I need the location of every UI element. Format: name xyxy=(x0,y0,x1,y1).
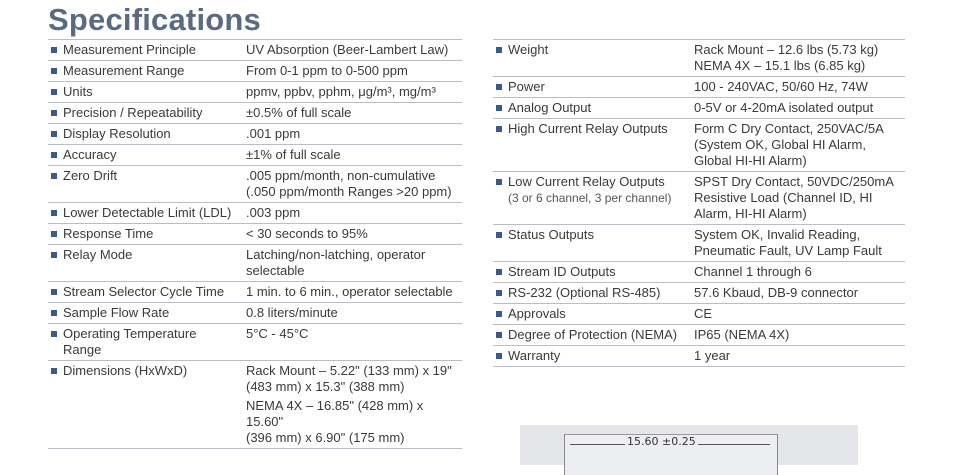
square-bullet-icon xyxy=(51,310,57,316)
spec-value: selectable xyxy=(246,263,305,278)
square-bullet-icon xyxy=(51,68,57,74)
spec-label-cell xyxy=(48,124,242,145)
spec-label: Operating Temperature Range xyxy=(63,326,197,357)
spec-value: NEMA 4X – 16.85" (428 mm) x 15.60" xyxy=(246,398,424,429)
spec-label-block xyxy=(63,63,233,79)
spec-value: Latching/non-latching, operator xyxy=(246,247,426,262)
spec-value: Pneumatic Fault, UV Lamp Fault xyxy=(694,243,882,258)
spec-value-cell xyxy=(242,324,462,361)
spec-table-left xyxy=(48,39,462,449)
spec-value: Channel 1 through 6 xyxy=(694,264,812,279)
spec-value-cell xyxy=(690,98,905,119)
spec-value-cell xyxy=(690,304,905,325)
spec-label: Power xyxy=(508,79,545,94)
spec-value-cell xyxy=(690,262,905,283)
spec-label-block xyxy=(63,363,233,379)
spec-value: SPST Dry Contact, 50VDC/250mA xyxy=(694,174,894,189)
spec-label: Low Current Relay Outputs xyxy=(508,174,665,189)
spec-value: < 30 seconds to 95% xyxy=(246,226,368,241)
spec-value: CE xyxy=(694,306,713,321)
square-bullet-icon xyxy=(496,311,502,317)
spec-row xyxy=(493,225,905,262)
square-bullet-icon xyxy=(51,89,57,95)
spec-label-cell xyxy=(48,224,242,245)
spec-value: UV Absorption (Beer-Lambert Law) xyxy=(246,42,449,57)
spec-label-cell xyxy=(48,303,242,324)
spec-value-cell xyxy=(242,82,462,103)
spec-label: Measurement Principle xyxy=(63,42,196,57)
spec-value-cell xyxy=(242,166,462,203)
spec-label-block xyxy=(63,105,233,121)
spec-row xyxy=(493,77,905,98)
spec-label: Measurement Range xyxy=(63,63,185,78)
spec-value: IP65 (NEMA 4X) xyxy=(694,327,790,342)
spec-label-block xyxy=(63,147,233,163)
square-bullet-icon xyxy=(496,232,502,238)
spec-row xyxy=(493,325,905,346)
spec-label-cell xyxy=(48,145,242,166)
spec-label: High Current Relay Outputs xyxy=(508,121,668,136)
dimension-label: 15.60 ±0.25 xyxy=(627,435,696,448)
spec-value-cell xyxy=(690,119,905,172)
spec-value: Alarm, HI-HI Alarm) xyxy=(694,206,807,221)
spec-label-block xyxy=(63,84,233,100)
spec-label-cell xyxy=(493,172,690,225)
spec-value: .003 ppm xyxy=(246,205,301,220)
spec-value: .005 ppm/month, non-cumulative xyxy=(246,168,436,183)
spec-value-cell xyxy=(690,172,905,225)
spec-label-block xyxy=(508,227,678,243)
square-bullet-icon xyxy=(51,231,57,237)
spec-row xyxy=(48,124,462,145)
spec-value: ±1% of full scale xyxy=(246,147,341,162)
spec-label-cell xyxy=(493,346,690,367)
spec-value: Rack Mount – 12.6 lbs (5.73 kg) xyxy=(694,42,879,57)
spec-value: .001 ppm xyxy=(246,126,301,141)
spec-label-block xyxy=(508,306,678,322)
spec-row xyxy=(48,103,462,124)
spec-label: Stream Selector Cycle Time xyxy=(63,284,225,299)
square-bullet-icon xyxy=(496,269,502,275)
spec-value: 5°C - 45°C xyxy=(246,326,309,341)
spec-row xyxy=(493,172,905,225)
spec-value-cell xyxy=(242,40,462,61)
spec-row xyxy=(48,245,462,282)
spec-value-cell xyxy=(690,225,905,262)
square-bullet-icon xyxy=(51,110,57,116)
spec-value-cell xyxy=(242,203,462,224)
spec-label-block xyxy=(508,285,678,301)
spec-sublabel: (3 or 6 channel, 3 per channel) xyxy=(508,191,672,205)
spec-value-cell xyxy=(242,224,462,245)
spec-value: 57.6 Kbaud, DB-9 connector xyxy=(694,285,859,300)
spec-label-block xyxy=(508,264,678,280)
square-bullet-icon xyxy=(51,173,57,179)
spec-label: RS-232 (Optional RS-485) xyxy=(508,285,661,300)
spec-row xyxy=(48,224,462,245)
spec-value: NEMA 4X – 15.1 lbs (6.85 kg) xyxy=(694,58,866,73)
spec-value-cell xyxy=(690,77,905,98)
spec-value-cell xyxy=(242,245,462,282)
spec-label-block xyxy=(63,226,233,242)
spec-value-cell xyxy=(242,145,462,166)
spec-value-cell xyxy=(242,361,462,449)
spec-label-block xyxy=(508,79,678,95)
spec-label: Display Resolution xyxy=(63,126,171,141)
square-bullet-icon xyxy=(496,105,502,111)
square-bullet-icon xyxy=(51,152,57,158)
spec-label-cell xyxy=(493,262,690,283)
page-title: Specifications xyxy=(48,2,261,37)
spec-row xyxy=(48,324,462,361)
spec-label-block xyxy=(63,284,233,300)
spec-label-block xyxy=(508,327,678,343)
spec-label-cell xyxy=(48,166,242,203)
spec-label-cell xyxy=(48,82,242,103)
spec-label-cell xyxy=(48,245,242,282)
spec-label-cell xyxy=(493,40,690,77)
spec-label: Relay Mode xyxy=(63,247,133,262)
spec-row xyxy=(48,203,462,224)
square-bullet-icon xyxy=(51,252,57,258)
spec-label-block xyxy=(63,305,233,321)
square-bullet-icon xyxy=(496,47,502,53)
spec-row xyxy=(48,303,462,324)
spec-value-cell xyxy=(242,303,462,324)
spec-label-cell xyxy=(48,361,242,449)
spec-label-cell xyxy=(48,103,242,124)
spec-value: ±0.5% of full scale xyxy=(246,105,352,120)
spec-label-cell xyxy=(48,40,242,61)
spec-value-cell xyxy=(242,61,462,82)
spec-label: Zero Drift xyxy=(63,168,118,183)
spec-label-block xyxy=(63,205,233,221)
square-bullet-icon xyxy=(51,131,57,137)
spec-value: (System OK, Global HI Alarm, xyxy=(694,137,866,152)
spec-label-cell xyxy=(493,119,690,172)
spec-row xyxy=(48,82,462,103)
spec-label: Approvals xyxy=(508,306,566,321)
spec-label-cell xyxy=(493,77,690,98)
square-bullet-icon xyxy=(496,332,502,338)
spec-row xyxy=(493,346,905,367)
spec-value: Rack Mount – 5.22" (133 mm) x 19" xyxy=(246,363,452,378)
spec-row xyxy=(48,282,462,303)
spec-label: Dimensions (HxWxD) xyxy=(63,363,188,378)
square-bullet-icon xyxy=(51,331,57,337)
spec-value-cell xyxy=(242,282,462,303)
spec-row xyxy=(493,304,905,325)
spec-label-cell xyxy=(48,61,242,82)
spec-value: Form C Dry Contact, 250VAC/5A xyxy=(694,121,884,136)
spec-value-cell xyxy=(690,40,905,77)
spec-label-block xyxy=(63,168,233,184)
spec-label-block xyxy=(63,126,233,142)
spec-row xyxy=(48,61,462,82)
spec-value-cell xyxy=(242,103,462,124)
square-bullet-icon xyxy=(496,179,502,185)
spec-value: System OK, Invalid Reading, xyxy=(694,227,861,242)
spec-label: Weight xyxy=(508,42,549,57)
spec-row xyxy=(493,40,905,77)
spec-label: Response Time xyxy=(63,226,154,241)
spec-label-cell xyxy=(493,304,690,325)
spec-value: 1 min. to 6 min., operator selectable xyxy=(246,284,453,299)
spec-label-block xyxy=(508,100,678,116)
spec-value: Global HI-HI Alarm) xyxy=(694,153,807,168)
spec-value: (396 mm) x 6.90" (175 mm) xyxy=(246,430,405,445)
spec-value-cell xyxy=(690,283,905,304)
spec-table-right xyxy=(493,39,905,367)
spec-label: Status Outputs xyxy=(508,227,594,242)
spec-row xyxy=(493,119,905,172)
spec-label-block xyxy=(508,42,678,58)
spec-value-cell xyxy=(690,325,905,346)
spec-label-block xyxy=(63,326,233,358)
spec-row xyxy=(48,145,462,166)
spec-label-cell xyxy=(48,324,242,361)
dimension-drawing xyxy=(520,425,858,465)
spec-row xyxy=(48,40,462,61)
spec-label-cell xyxy=(493,283,690,304)
square-bullet-icon xyxy=(496,126,502,132)
spec-row xyxy=(493,98,905,119)
spec-row xyxy=(493,283,905,304)
spec-value: From 0-1 ppm to 0-500 ppm xyxy=(246,63,408,78)
square-bullet-icon xyxy=(496,84,502,90)
square-bullet-icon xyxy=(496,353,502,359)
spec-row xyxy=(48,361,462,449)
spec-value: (483 mm) x 15.3" (388 mm) xyxy=(246,379,405,394)
spec-value: (.050 ppm/month Ranges >20 ppm) xyxy=(246,184,452,199)
square-bullet-icon xyxy=(51,368,57,374)
spec-label: Lower Detectable Limit (LDL) xyxy=(63,205,232,220)
spec-label: Degree of Protection (NEMA) xyxy=(508,327,678,342)
spec-label-block xyxy=(63,42,233,58)
spec-value-cell xyxy=(242,124,462,145)
spec-label-cell xyxy=(48,203,242,224)
spec-value: 0-5V or 4-20mA isolated output xyxy=(694,100,874,115)
spec-label-block xyxy=(63,247,233,263)
square-bullet-icon xyxy=(51,47,57,53)
square-bullet-icon xyxy=(51,210,57,216)
spec-label-block xyxy=(508,174,678,206)
spec-row xyxy=(48,166,462,203)
spec-value: 0.8 liters/minute xyxy=(246,305,338,320)
spec-label: Units xyxy=(63,84,93,99)
spec-label-block xyxy=(508,121,678,137)
spec-label: Warranty xyxy=(508,348,561,363)
spec-value: ppmv, ppbv, pphm, μg/m³, mg/m³ xyxy=(246,84,436,99)
spec-label: Precision / Repeatability xyxy=(63,105,203,120)
spec-label-cell xyxy=(493,225,690,262)
square-bullet-icon xyxy=(496,290,502,296)
spec-value: 1 year xyxy=(694,348,731,363)
spec-value: 100 - 240VAC, 50/60 Hz, 74W xyxy=(694,79,868,94)
spec-label: Stream ID Outputs xyxy=(508,264,616,279)
spec-value: Resistive Load (Channel ID, HI xyxy=(694,190,873,205)
spec-label: Accuracy xyxy=(63,147,117,162)
spec-label-cell xyxy=(493,98,690,119)
spec-row xyxy=(493,262,905,283)
spec-label-cell xyxy=(493,325,690,346)
spec-label: Analog Output xyxy=(508,100,592,115)
spec-label: Sample Flow Rate xyxy=(63,305,170,320)
spec-value-cell xyxy=(690,346,905,367)
spec-label-cell xyxy=(48,282,242,303)
spec-label-block xyxy=(508,348,678,364)
square-bullet-icon xyxy=(51,289,57,295)
